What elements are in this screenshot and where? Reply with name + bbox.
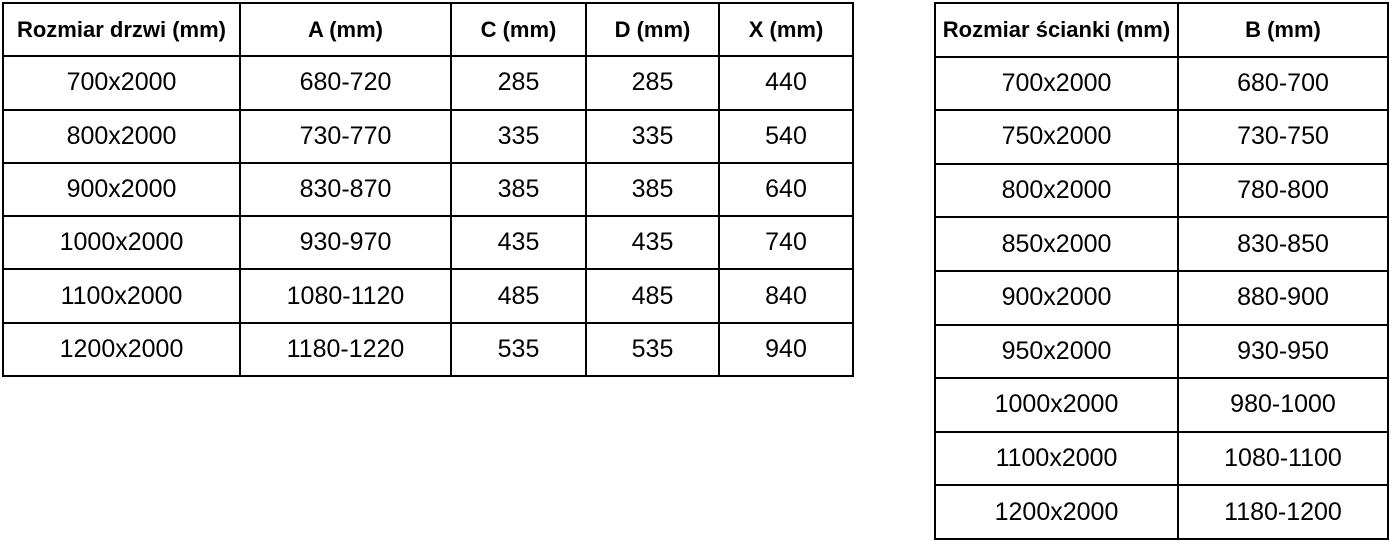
table-cell: 880-900	[1178, 271, 1388, 325]
table-cell: 730-750	[1178, 110, 1388, 164]
table-row	[3, 216, 853, 269]
table-cell: 980-1000	[1178, 378, 1388, 432]
table-cell: 285	[586, 56, 719, 109]
table-cell: 850x2000	[935, 217, 1178, 271]
wall-size-table	[934, 2, 1389, 540]
table-cell: 800x2000	[3, 110, 240, 163]
table-row	[935, 110, 1388, 164]
table-cell: 830-850	[1178, 217, 1388, 271]
table-cell: 740	[719, 216, 853, 269]
table-row	[935, 164, 1388, 218]
column-header-x: X (mm)	[719, 3, 853, 56]
table-cell: 680-720	[240, 56, 451, 109]
column-header-c: C (mm)	[451, 3, 586, 56]
table-cell: 780-800	[1178, 164, 1388, 218]
table-row	[935, 325, 1388, 379]
table-row	[935, 271, 1388, 325]
wall-table-header-row	[935, 3, 1388, 57]
table-cell: 540	[719, 110, 853, 163]
table-row	[3, 56, 853, 109]
table-row	[935, 378, 1388, 432]
table-cell: 900x2000	[3, 163, 240, 216]
table-cell: 800x2000	[935, 164, 1178, 218]
table-cell: 830-870	[240, 163, 451, 216]
table-cell: 335	[451, 110, 586, 163]
table-cell: 1000x2000	[3, 216, 240, 269]
table-cell: 385	[451, 163, 586, 216]
door-size-table	[2, 2, 854, 377]
table-row	[935, 432, 1388, 486]
table-cell: 730-770	[240, 110, 451, 163]
table-cell: 750x2000	[935, 110, 1178, 164]
table-cell: 1100x2000	[3, 269, 240, 322]
table-cell: 385	[586, 163, 719, 216]
table-cell: 485	[451, 269, 586, 322]
table-cell: 900x2000	[935, 271, 1178, 325]
table-row	[935, 217, 1388, 271]
table-row	[3, 323, 853, 376]
table-cell: 700x2000	[3, 56, 240, 109]
table-cell: 535	[586, 323, 719, 376]
table-cell: 700x2000	[935, 57, 1178, 111]
table-cell: 840	[719, 269, 853, 322]
table-row	[3, 163, 853, 216]
table-cell: 335	[586, 110, 719, 163]
table-cell: 1200x2000	[935, 485, 1178, 539]
table-cell: 485	[586, 269, 719, 322]
table-cell: 535	[451, 323, 586, 376]
table-cell: 930-970	[240, 216, 451, 269]
table-cell: 440	[719, 56, 853, 109]
table-cell: 640	[719, 163, 853, 216]
table-row	[3, 110, 853, 163]
table-cell: 1200x2000	[3, 323, 240, 376]
door-table-header-row	[3, 3, 853, 56]
column-header-d: D (mm)	[586, 3, 719, 56]
table-cell: 1180-1220	[240, 323, 451, 376]
column-header-b: B (mm)	[1178, 3, 1388, 57]
table-cell: 1080-1100	[1178, 432, 1388, 486]
table-cell: 930-950	[1178, 325, 1388, 379]
column-header-wall-size: Rozmiar ścianki (mm)	[935, 3, 1178, 57]
table-cell: 940	[719, 323, 853, 376]
table-cell: 285	[451, 56, 586, 109]
table-cell: 1180-1200	[1178, 485, 1388, 539]
table-cell: 435	[586, 216, 719, 269]
table-cell: 680-700	[1178, 57, 1388, 111]
table-cell: 1100x2000	[935, 432, 1178, 486]
column-header-door-size: Rozmiar drzwi (mm)	[3, 3, 240, 56]
table-row	[3, 269, 853, 322]
table-row	[935, 57, 1388, 111]
table-row	[935, 485, 1388, 539]
column-header-a: A (mm)	[240, 3, 451, 56]
table-cell: 1080-1120	[240, 269, 451, 322]
table-cell: 435	[451, 216, 586, 269]
table-cell: 950x2000	[935, 325, 1178, 379]
table-cell: 1000x2000	[935, 378, 1178, 432]
